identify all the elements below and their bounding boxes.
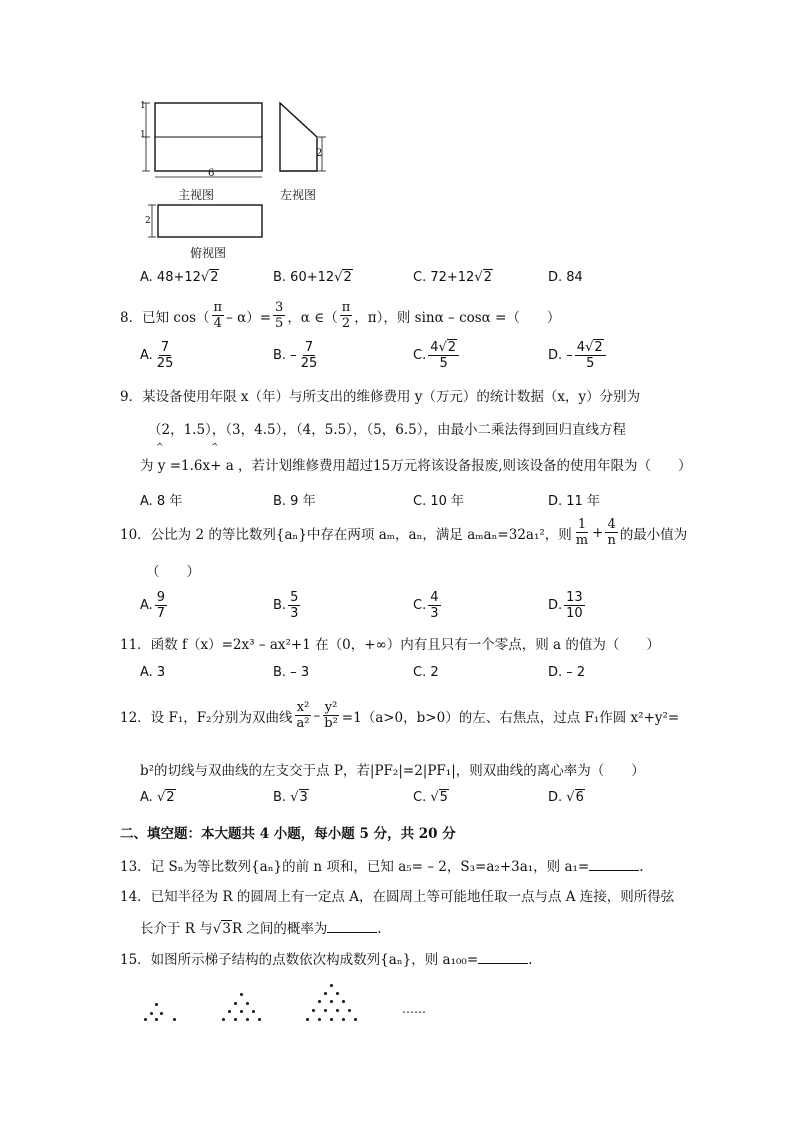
q9-hat-y: ^ [156,443,164,453]
ladder-ellipsis: …… [402,1002,426,1016]
q11-option-c: C. 2 [413,665,439,680]
q9-option-c: C. 10 年 [413,494,465,509]
q14-line2: 长介于 R 与√3R 之间的概率为 . [140,921,382,937]
q8-option-b: B. – $\frac{7}{25}$ [273,340,318,371]
front-dim-mid: 1 [140,130,146,140]
q8-stem: 8．已知 cos（ $\frac{\pi}{4}$ – α）= $\frac{3}{5}$ ，α ∈（ $\frac{\pi}{2}$ ，π），则 sinα – cosα =（ ） [120,300,561,331]
q7-option-b: B. 60+12√2 [273,270,352,285]
q7-option-a: A. 48+12√2 [140,270,219,285]
q8-option-c: C. $\frac{4√2}{5}$ [413,340,461,371]
q10-option-b: B. $\frac{5}{3}$ [273,590,299,621]
q12-option-c: C. √5 [413,790,448,805]
q14-line1: 14．已知半径为 R 的圆周上有一定点 A，在圆周上等可能地任取一点与点 A 连接，则所得弦 [120,889,675,905]
side-view-shape [280,103,317,171]
top-dim: 2 [145,216,151,226]
q11-option-d: D. – 2 [548,665,586,680]
q11-option-a: A. 3 [140,665,166,680]
q13-answer-blank[interactable] [589,858,639,871]
q11-stem: 11．函数 f（x）=2x³ – ax²+1 在（0，+∞）内有且只有一个零点，则 a 的值为（ ） [120,637,660,653]
q8-option-a: A. $\frac{7}{25}$ [140,340,174,371]
side-dim: 2 [316,148,323,159]
q9-option-d: D. 11 年 [548,494,600,509]
q15-stem: 15．如图所示梯子结构的点数依次构成数列{aₙ}，则 a₁₀₀= . [120,952,533,968]
q8-option-d: D. – $\frac{4√2}{5}$ [548,340,608,371]
q7-option-d: D. 84 [548,270,583,285]
q12-stem: 12．设 F₁，F₂分别为双曲线 $\frac{\text{x²}}{\text{a²}}$ – $\frac{\text{y²}}{\text{b²}}$ =1（a>0，b>0）的左、右焦点，过点 F₁作圆 x²+y²= [120,700,680,731]
q7-option-c: C. 72+12√2 [413,270,492,285]
top-view-caption: 俯视图 [190,246,227,260]
q10-stem: 10．公比为 2 的等比数列{aₙ}中存在两项 aₘ，aₙ，满足 aₘaₙ=32a₁²，则 $\frac{1}{m}$ + $\frac{4}{n}$ 的最小值为 [120,517,688,548]
front-dim-top: 1 [140,101,146,111]
q10-option-c: C. $\frac{4}{3}$ [413,590,439,621]
q10-option-d: D. $\frac{13}{10}$ [548,590,583,621]
front-dim-width: 6 [208,168,215,179]
q9-option-a: A. 8 年 [140,494,183,509]
section-2-heading: 二、填空题：本大题共 4 小题，每小题 5 分，共 20 分 [120,826,456,842]
q15-answer-blank[interactable] [478,951,528,964]
q12-option-d: D. √6 [548,790,584,805]
q9-line3: 为 y =1.6x+ a ，若计划维修费用超过15万元将该设备报废,则该设备的使用年限为（ ） [140,458,692,474]
top-view-rect [158,205,262,237]
q9-line2: （2，1.5），（3，4.5），（4，5.5），（5，6.5），由最小二乘法得到回归直线方程 [148,422,626,438]
q9-line1: 9．某设备使用年限 x（年）与所支出的维修费用 y（万元）的统计数据（x，y）分别为 [120,389,641,405]
q10-paren: （ ） [146,564,200,580]
q12-option-b: B. √3 [273,790,308,805]
q11-option-b: B. – 3 [273,665,310,680]
three-view-figure [130,95,360,265]
front-view-caption: 主视图 [178,188,215,202]
q9-hat-a: ^ [211,443,219,453]
q12-option-a: A. √2 [140,790,175,805]
q13-stem: 13．记 Sₙ为等比数列{aₙ}的前 n 项和，已知 a₅= – 2，S₃=a₂+3a₁，则 a₁= . [120,859,644,875]
side-view-caption: 左视图 [280,188,317,202]
q10-option-a: A. $\frac{9}{7}$ [140,590,166,621]
q9-option-b: B. 9 年 [273,494,316,509]
q14-answer-blank[interactable] [327,920,377,933]
q12-line2: b²的切线与双曲线的左支交于点 P，若|PF₂|=2|PF₁|，则双曲线的离心率为（ ） [140,763,645,779]
